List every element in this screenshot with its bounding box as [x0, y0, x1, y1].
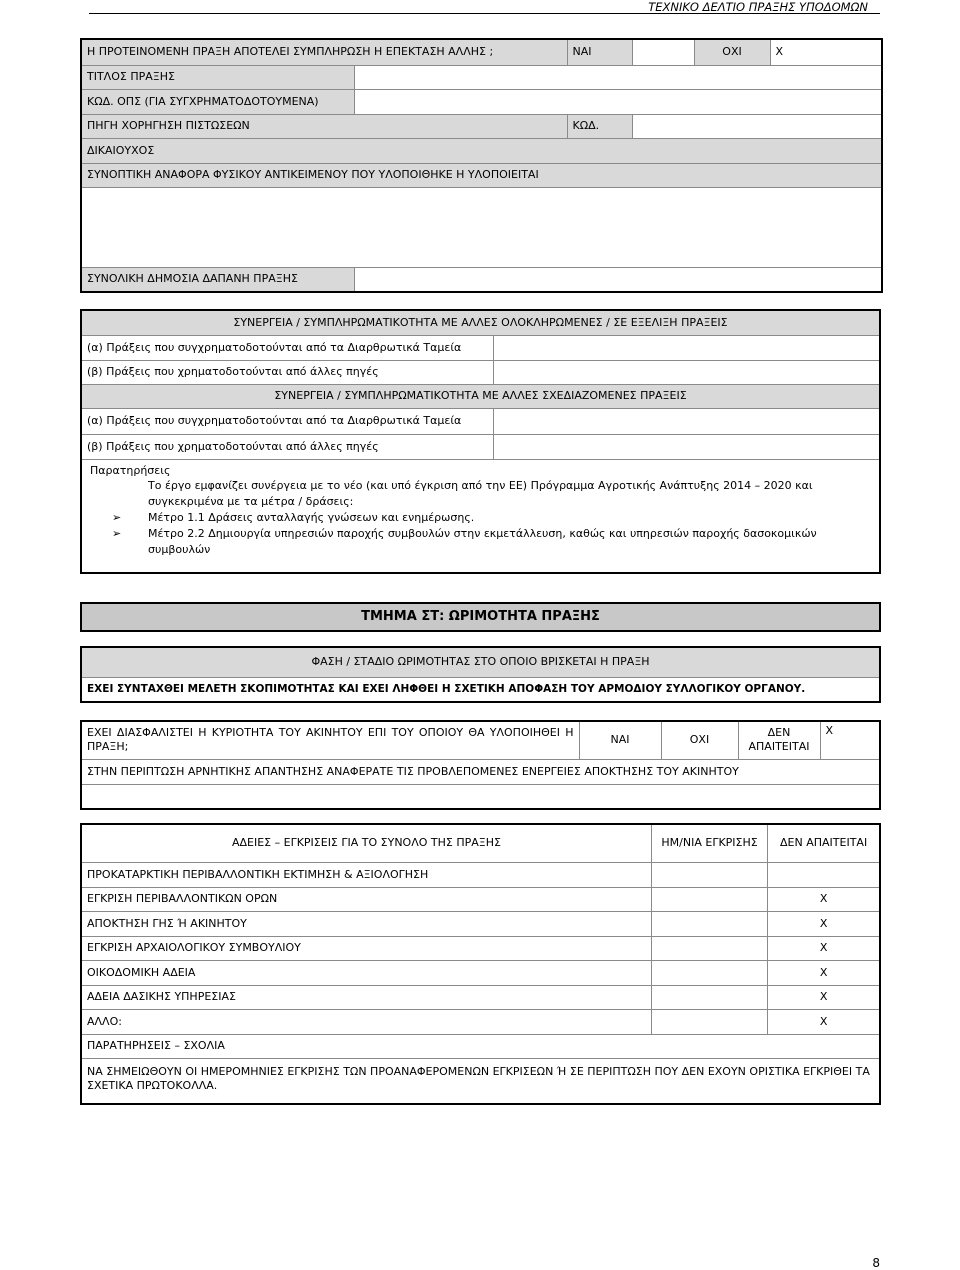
permit-date[interactable] [651, 936, 767, 960]
table-row [81, 936, 880, 960]
maturity-table [80, 646, 881, 703]
permit-not-required-mark[interactable]: X [768, 936, 880, 960]
table-row [81, 960, 880, 985]
table-row [81, 911, 880, 936]
permit-label: ΕΓΚΡΙΣΗ ΠΕΡΙΒΑΛΛΟΝΤΙΚΩΝ ΟΡΩΝ [81, 887, 651, 911]
planned-structural-funds-label: (α) Πράξεις που συγχρηματοδοτούνται από τα Διαρθρωτικά Ταμεία [81, 408, 493, 434]
permit-not-required-mark[interactable]: X [768, 985, 880, 1009]
completed-structural-funds-field[interactable] [493, 335, 880, 360]
remarks-label: ΠΑΡΑΤΗΡΗΣΕΙΣ – ΣΧΟΛΙΑ [81, 1034, 880, 1058]
phase-header: ΦΑΣΗ / ΣΤΑΔΙΟ ΩΡΙΜΟΤΗΤΑΣ ΣΤΟ ΟΠΟΙΟ ΒΡΙΣΚΕΤΑΙ Η ΠΡΑΞΗ [81, 647, 880, 677]
completed-synergies-header: ΣΥΝΕΡΓΕΙΑ / ΣΥΜΠΛΗΡΩΜΑΤΙΚΟΤΗΤΑ ΜΕ ΑΛΛΕΣ ΟΛΟΚΛΗΡΩΜΕΝΕΣ / ΣΕ ΕΞΕΛΙΞΗ ΠΡΑΞΕΙΣ [81, 310, 880, 335]
permit-date[interactable] [651, 1009, 767, 1034]
approval-date-column-header: ΗΜ/ΝΙΑ ΕΓΚΡΙΣΗΣ [651, 824, 767, 862]
notes-text: Το έργο εμφανίζει συνέργεια με το νέο (και υπό έγκριση από την ΕΕ) Πρόγραμμα Αγροτικής Ανάπτυξης 2014 – 2020 και συγκεκριμένα με τα μέτρα / δράσεις: [148, 478, 813, 508]
header-rule [89, 13, 880, 14]
total-cost-label: ΣΥΝΟΛΙΚΗ ΔΗΜΟΣΙΑ ΔΑΠΑΝΗ ΠΡΑΞΗΣ [81, 267, 354, 292]
beneficiary-label: ΔΙΚΑΙΟΥΧΟΣ [81, 138, 882, 163]
yes-label: ΝΑΙ [567, 39, 632, 65]
permit-not-required-mark[interactable] [768, 862, 880, 887]
code-label: ΚΩΔ. [567, 114, 632, 138]
permits-table [80, 823, 881, 1105]
total-cost-field[interactable] [354, 267, 882, 292]
remarks-text: ΝΑ ΣΗΜΕΙΩΘΟΥΝ ΟΙ ΗΜΕΡΟΜΗΝΙΕΣ ΕΓΚΡΙΣΗΣ ΤΩΝ ΠΡΟΑΝΑΦΕΡΟΜΕΝΩΝ ΕΓΚΡΙΣΕΩΝ Ή ΣΕ ΠΕΡΙΠΤΩΣΗ ΠΟΥ ΔΕΝ ΕΧΟΥΝ ΟΡΙΣΤΙΚΑ ΕΓΚΡΙΘΕΙ ΤΑ ΣΧΕΤΙΚΑ ΠΡΩΤΟΚΟΛΛΑ. [81, 1058, 880, 1104]
no-label: ΟΧΙ [694, 39, 770, 65]
notes-cell [81, 459, 880, 573]
permit-date[interactable] [651, 985, 767, 1009]
table-row [81, 985, 880, 1009]
notes-label: Παρατηρήσεις [90, 463, 171, 477]
permit-not-required-mark[interactable]: X [768, 960, 880, 985]
ownership-no-label[interactable]: ΟΧΙ [661, 721, 738, 759]
ownership-question: ΕΧΕΙ ΔΙΑΣΦΑΛΙΣΤΕΙ Η ΚΥΡΙΟΤΗΤΑ ΤΟΥ ΑΚΙΝΗΤΟΥ ΕΠΙ ΤΟΥ ΟΠΟΙΟΥ ΘΑ ΥΛΟΠΟΙΗΘΕΙ Η ΠΡΑΞΗ; [81, 721, 579, 759]
phase-value: ΕΧΕΙ ΣΥΝΤΑΧΘΕΙ ΜΕΛΕΤΗ ΣΚΟΠΙΜΟΤΗΤΑΣ ΚΑΙ ΕΧΕΙ ΛΗΦΘΕΙ Η ΣΧΕΤΙΚΗ ΑΠΟΦΑΣΗ ΤΟΥ ΑΡΜΟΔΙΟΥ ΣΥΛΛΟΓΙΚΟΥ ΟΡΓΑΝΟΥ. [81, 677, 880, 702]
section-st-title: ΤΜΗΜΑ ΣΤ: ΩΡΙΜΟΤΗΤΑ ΠΡΑΞΗΣ [81, 603, 880, 631]
ownership-table [80, 720, 881, 810]
measure-text: Μέτρο 2.2 Δημιουργία υπηρεσιών παροχής συμβουλών στην εκμετάλλευση, καθώς και υπηρεσιών παροχής δασοκομικών συμβουλών [148, 526, 817, 556]
measure-item [112, 526, 871, 558]
document-title: ΤΕΧΝΙΚΟ ΔΕΛΤΙΟ ΠΡΑΞΗΣ ΥΠΟΔΟΜΩΝ [648, 0, 868, 14]
permit-label: ΑΠΟΚΤΗΣΗ ΓΗΣ Ή ΑΚΙΝΗΤΟΥ [81, 911, 651, 936]
measure-text: Μέτρο 1.1 Δράσεις ανταλλαγής γνώσεων και ενημέρωσης. [148, 510, 475, 524]
title-label: ΤΙΤΛΟΣ ΠΡΑΞΗΣ [81, 65, 354, 89]
general-info-table [80, 38, 883, 293]
permit-label: ΟΙΚΟΔΟΜΙΚΗ ΑΔΕΙΑ [81, 960, 651, 985]
permit-not-required-mark[interactable]: X [768, 911, 880, 936]
permit-date[interactable] [651, 960, 767, 985]
table-row [81, 887, 880, 911]
arrow-bullet-icon: ➢ [112, 526, 122, 540]
planned-synergies-header: ΣΥΝΕΡΓΕΙΑ / ΣΥΜΠΛΗΡΩΜΑΤΙΚΟΤΗΤΑ ΜΕ ΑΛΛΕΣ ΣΧΕΔΙΑΖΟΜΕΝΕΣ ΠΡΑΞΕΙΣ [81, 384, 880, 408]
table-row [81, 862, 880, 887]
table-row [81, 1009, 880, 1034]
no-answer-mark[interactable]: X [770, 39, 882, 65]
permit-label: ΕΓΚΡΙΣΗ ΑΡΧΑΙΟΛΟΓΙΚΟΥ ΣΥΜΒΟΥΛΙΟΥ [81, 936, 651, 960]
negative-answer-note: ΣΤΗΝ ΠΕΡΙΠΤΩΣΗ ΑΡΝΗΤΙΚΗΣ ΑΠΑΝΤΗΣΗΣ ΑΝΑΦΕΡΑΤΕ ΤΙΣ ΠΡΟΒΛΕΠΟΜΕΝΕΣ ΕΝΕΡΓΕΙΕΣ ΑΠΟΚΤΗΣΗΣ ΤΟΥ ΑΚΙΝΗΤΟΥ [81, 759, 880, 784]
ops-code-field[interactable] [354, 89, 882, 114]
section-st-table [80, 602, 881, 632]
permit-label: ΑΔΕΙΑ ΔΑΣΙΚΗΣ ΥΠΗΡΕΣΙΑΣ [81, 985, 651, 1009]
funding-source-label: ΠΗΓΗ ΧΟΡΗΓΗΣΗ ΠΙΣΤΩΣΕΩΝ [81, 114, 567, 138]
completed-other-sources-label: (β) Πράξεις που χρηματοδοτούνται από άλλες πηγές [81, 360, 493, 384]
permit-label: ΑΛΛΟ: [81, 1009, 651, 1034]
ownership-answer-mark[interactable]: X [820, 721, 880, 759]
negative-answer-field[interactable] [81, 784, 880, 809]
completed-structural-funds-label: (α) Πράξεις που συγχρηματοδοτούνται από τα Διαρθρωτικά Ταμεία [81, 335, 493, 360]
ownership-yes-label[interactable]: ΝΑΙ [579, 721, 661, 759]
code-field[interactable] [632, 114, 882, 138]
supplement-question: Η ΠΡΟΤΕΙΝΟΜΕΝΗ ΠΡΑΞΗ ΑΠΟΤΕΛΕΙ ΣΥΜΠΛΗΡΩΣΗ Η ΕΠΕΚΤΑΣΗ ΑΛΛΗΣ ; [81, 39, 567, 65]
permit-not-required-mark[interactable]: X [768, 887, 880, 911]
permit-label: ΠΡΟΚΑΤΑΡΚΤΙΚΗ ΠΕΡΙΒΑΛΛΟΝΤΙΚΗ ΕΚΤΙΜΗΣΗ & ΑΞΙΟΛΟΓΗΣΗ [81, 862, 651, 887]
ops-code-label: ΚΩΔ. ΟΠΣ (ΓΙΑ ΣΥΓΧΡΗΜΑΤΟΔΟΤΟΥΜΕΝΑ) [81, 89, 354, 114]
page-number: 8 [872, 1256, 880, 1270]
permit-date[interactable] [651, 862, 767, 887]
summary-field[interactable] [81, 187, 882, 267]
ownership-not-required-label[interactable]: ΔΕΝ ΑΠΑΙΤΕΙΤΑΙ [738, 721, 820, 759]
not-required-column-header: ΔΕΝ ΑΠΑΙΤΕΙΤΑΙ [768, 824, 880, 862]
planned-other-sources-label: (β) Πράξεις που χρηματοδοτούνται από άλλες πηγές [81, 434, 493, 459]
permit-date[interactable] [651, 911, 767, 936]
planned-other-sources-field[interactable] [493, 434, 880, 459]
arrow-bullet-icon: ➢ [112, 510, 122, 524]
measure-item [112, 510, 871, 526]
planned-structural-funds-field[interactable] [493, 408, 880, 434]
permit-not-required-mark[interactable]: X [768, 1009, 880, 1034]
yes-box[interactable] [632, 39, 694, 65]
permit-date[interactable] [651, 887, 767, 911]
summary-label: ΣΥΝΟΠΤΙΚΗ ΑΝΑΦΟΡΑ ΦΥΣΙΚΟΥ ΑΝΤΙΚΕΙΜΕΝΟΥ ΠΟΥ ΥΛΟΠΟΙΘΗΚΕ Η ΥΛΟΠΟΙΕΙΤΑΙ [81, 163, 882, 187]
synergies-table [80, 309, 881, 574]
title-field[interactable] [354, 65, 882, 89]
completed-other-sources-field[interactable] [493, 360, 880, 384]
permits-column-header: ΑΔΕΙΕΣ – ΕΓΚΡΙΣΕΙΣ ΓΙΑ ΤΟ ΣΥΝΟΛΟ ΤΗΣ ΠΡΑΞΗΣ [81, 824, 651, 862]
